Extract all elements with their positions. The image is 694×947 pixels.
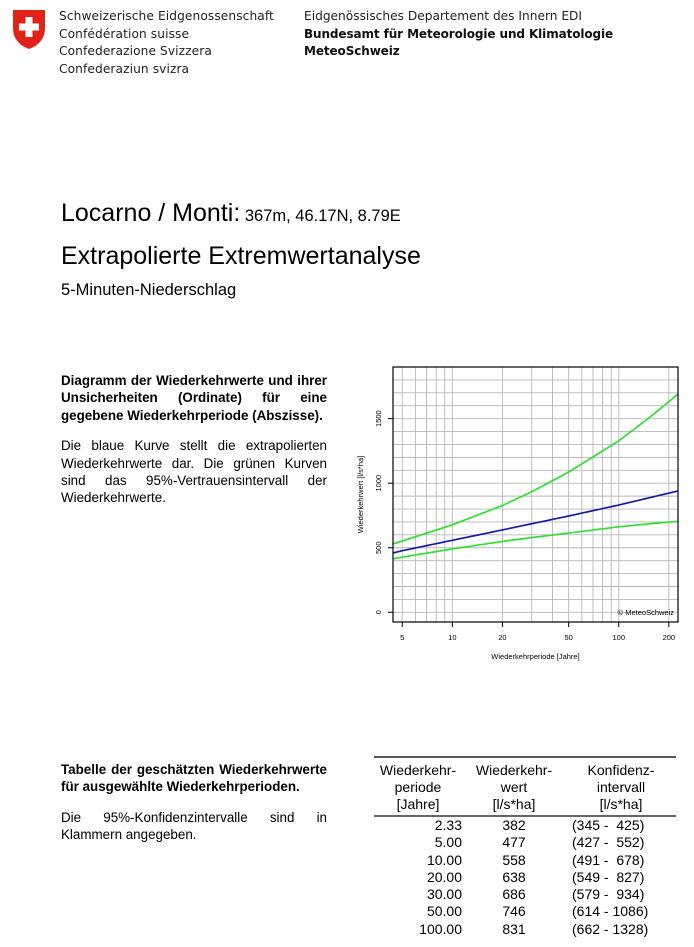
table-row [374,903,676,920]
confederation-names [59,8,274,78]
cell-value: 638 [502,868,526,885]
cell-value: 477 [502,834,526,851]
y-axis-label: Wiederkehrwert [l/s*ha] [356,455,365,534]
cell-value: 382 [502,817,526,833]
page-title: Extrapolierte Extremwertanalyse [61,242,421,270]
department-name: Eidgenössisches Departement des Innern EDI [304,9,583,23]
diagram-description-body: Die blaue Kurve stellt die extrapolierten Wiederkehrwerte dar. Die grünen Kurven sind das 95%-Vertrauensintervall der Wiederkehrwerte. [61,438,327,506]
confederation-name-rm: Confederaziun svizra [59,61,190,76]
header-value-line2: wert [500,779,528,795]
x-tick-label: 100 [612,633,626,642]
y-tick-label: 0 [374,610,383,615]
x-axis [400,622,675,642]
cell-interval: (662 - 1328) [572,920,649,937]
department-block [304,8,694,61]
y-axis [374,410,393,614]
header-period-unit: [Jahre] [396,796,440,812]
table-row [374,834,676,851]
cell-period: 2.33 [434,817,462,833]
header-interval [566,758,676,815]
office-name: Bundesamt für Meteorologie und Klimatologie MeteoSchweiz [304,26,614,58]
station-heading [61,198,401,231]
diagram-description [61,372,327,520]
cell-period: 50.00 [426,903,462,920]
cell-value: 558 [502,851,526,868]
y-tick-label: 1000 [374,474,383,492]
cell-period: 30.00 [426,886,462,903]
return-values-table [374,756,676,938]
cell-period: 20.00 [426,868,462,885]
cell-interval: (345 - 425) [572,817,645,833]
x-tick-label: 20 [498,633,507,642]
swiss-crest-icon [11,8,47,50]
cell-period: 5.00 [434,834,462,851]
station-coords: 367m, 46.17N, 8.79E [240,207,401,225]
series-line-lower-ci [393,521,678,558]
header-value [462,758,566,815]
y-tick-label: 1500 [374,410,383,427]
station-name: Locarno / Monti: [61,199,241,227]
header-interval-line1: Konfidenz- [587,762,655,778]
cell-interval: (579 - 934) [572,886,645,903]
header-interval-line2: intervall [596,779,646,795]
cell-value: 831 [502,920,526,937]
series-line-upper-ci [393,394,678,544]
table-description-heading: Tabelle der geschätzten Wiederkehrwerte für ausgewählte Wiederkehrperioden. [61,762,327,795]
x-tick-label: 5 [400,633,405,642]
cell-period: 100.00 [419,920,462,937]
x-tick-label: 10 [448,633,457,642]
table-row [374,817,676,834]
header-period-line1: Wiederkehr- [379,762,457,778]
table-row [374,869,676,886]
page-subtitle: 5-Minuten-Niederschlag [61,281,237,299]
table-header-row [374,758,676,815]
x-grid [402,367,669,622]
cell-interval: (427 - 552) [572,834,645,851]
cell-value: 746 [502,903,526,920]
x-axis-label: Wiederkehrperiode [Jahre] [491,652,580,661]
cell-interval: (549 - 827) [572,868,645,885]
table-row [374,921,676,938]
x-tick-label: 50 [564,633,573,642]
confederation-name-fr: Confédération suisse [59,26,190,41]
diagram-description-heading: Diagramm der Wiederkehrwerte und ihrer Unsicherheiten (Ordinate) für eine gegebene Wiederkehrperiode (Abszisse). [61,373,327,423]
y-tick-label: 500 [374,541,383,555]
table-description-body: Die 95%-Konfidenzintervalle sind in Klammern angegeben. [61,809,327,843]
table-description [61,761,327,857]
return-level-chart [350,360,690,670]
table-row [374,852,676,869]
header-period [374,758,462,815]
cell-interval: (491 - 678) [572,851,645,868]
header-value-unit: [l/s*ha] [492,796,536,812]
header-value-line1: Wiederkehr- [475,762,553,778]
confederation-name-de: Schweizerische Eidgenossenschaft [59,9,274,23]
plot-frame [393,367,678,622]
x-tick-label: 200 [662,633,676,642]
cell-period: 10.00 [426,851,462,868]
header-period-line2: periode [394,779,442,795]
copyright-annotation: © MeteoSchweiz [617,608,674,617]
cell-interval: (614 - 1086) [572,903,649,920]
table-row [374,886,676,903]
header-interval-unit: [l/s*ha] [599,796,643,812]
cell-value: 686 [502,886,526,903]
confederation-name-it: Confederazione Svizzera [59,44,212,58]
